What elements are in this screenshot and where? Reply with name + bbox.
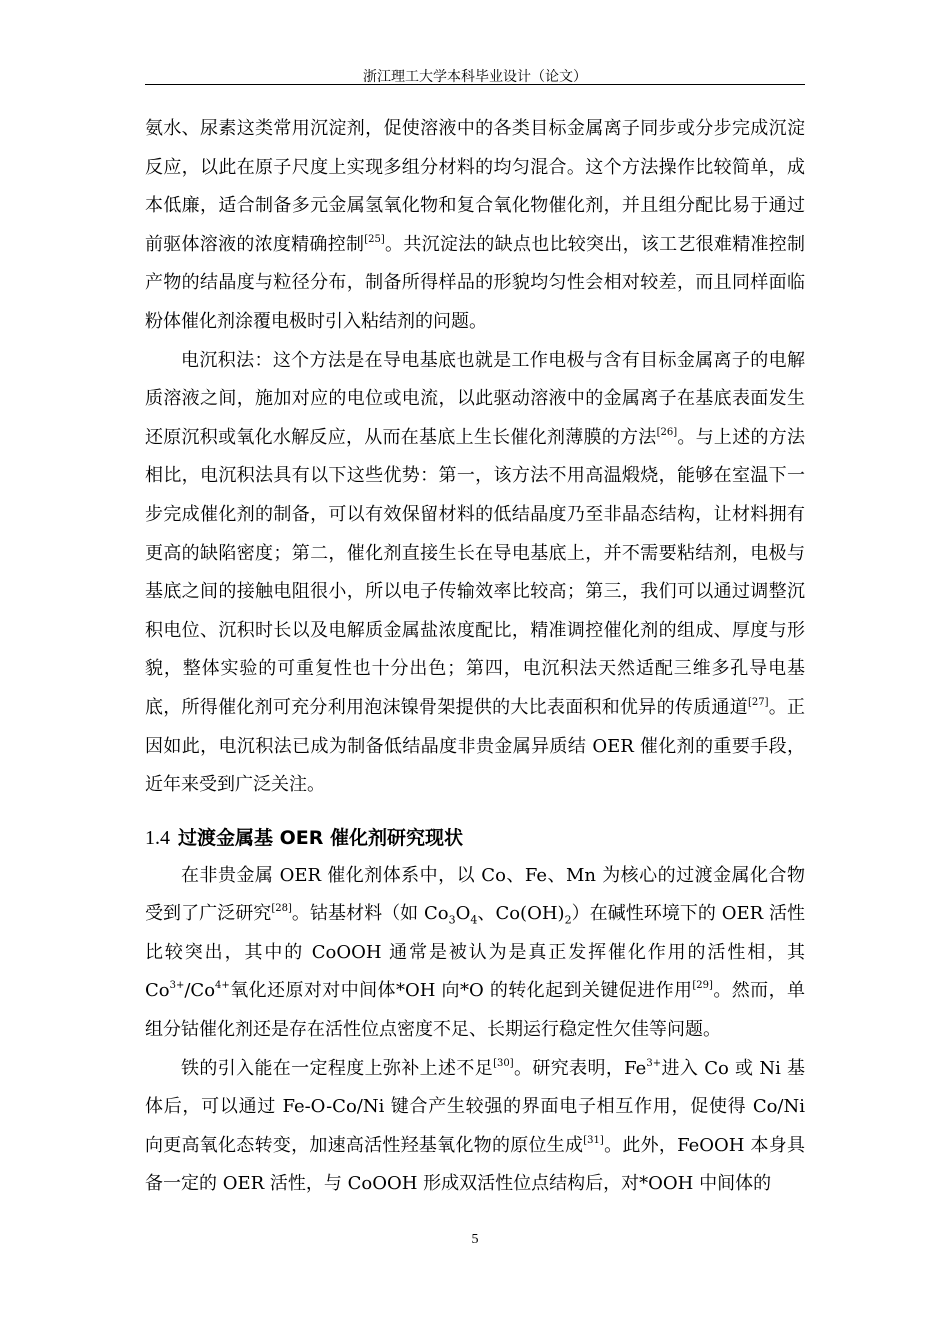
paragraph-text: 氨水、尿素这类常用沉淀剂，促使溶液中的各类目标金属离子同步或分步完成沉淀反应，以此在原子尺度上实现多组分材料的均匀混合。这个方法操作比较简单，成本低廉，适合制备多元金属氢氧化物和复合氧化物催化剂，并且组分配比易于通过前驱体溶液的浓度精确控制 — [145, 118, 805, 255]
paragraph-text: 。正因如此，电沉积法已成为制备低结晶度非贵金属异质结 OER 催化剂的重要手段，近年来受到广泛关注。 — [145, 696, 806, 796]
section-number: 1.4 — [145, 826, 170, 849]
paragraph-text: 电沉积法：这个方法是在导电基底也就是工作电极与含有目标金属离子的电解质溶液之间，施加对应的电位或电流，以此驱动溶液中的金属离子在基底表面发生还原沉积或氧化水解反应，从而在基底上生长催化剂薄膜的方法 — [145, 349, 805, 448]
paragraph-text: 。然而，单组分钴催化剂还是存在活性位点密度不足、长期运行稳定性欠佳等问题。 — [145, 980, 806, 1041]
paragraph-text: 氧化还原对对中间体*OH 向*O 的转化起到关键促进作用 — [229, 980, 693, 1002]
paragraph-electrodeposition — [145, 342, 805, 805]
citation: [26] — [656, 426, 678, 438]
paragraph-iron — [145, 1050, 805, 1204]
paragraph-text: 。此外，FeOOH 本身具备一定的 OER 活性，与 CoOOH 形成双活性位点结构后，对*OOH 中间体的 — [145, 1134, 805, 1195]
citation: [27] — [747, 696, 769, 708]
superscript: 3+ — [646, 1057, 662, 1069]
paragraph-cobalt — [145, 857, 805, 1050]
subscript: 3 — [448, 913, 456, 927]
subscript: 4 — [470, 913, 478, 927]
citation: [31] — [583, 1134, 604, 1146]
paragraph-text: 、Co(OH) — [477, 903, 565, 925]
paragraph-text: /Co — [184, 980, 216, 1002]
page-number: 5 — [471, 1232, 479, 1247]
citation: [25] — [364, 233, 385, 245]
citation: [28] — [271, 903, 292, 915]
paragraph-text: 在非贵金属 OER 催化剂体系中，以 Co、Fe、Mn 为核心的过渡金属化合物受到了广泛研究 — [145, 864, 805, 925]
paragraph-text: O — [455, 903, 471, 925]
superscript: 3+ — [169, 980, 185, 992]
citation: [30] — [493, 1057, 514, 1069]
section-title: 过渡金属基 OER 催化剂研究现状 — [178, 826, 463, 849]
paragraph-coprecipitation — [145, 110, 805, 342]
body-text — [145, 110, 805, 1204]
paragraph-text: 。钴基材料（如 Co — [291, 903, 449, 925]
paragraph-text: 铁的引入能在一定程度上弥补上述不足 — [181, 1057, 494, 1079]
citation: [29] — [692, 980, 713, 992]
paragraph-text: 。研究表明，Fe — [513, 1057, 647, 1079]
header-divider — [145, 84, 805, 85]
paragraph-text: 。共沉淀法的缺点也比较突出，该工艺很难精准控制产物的结晶度与粒径分布，制备所得样品的形貌均匀性会相对较差，而且同样面临粉体催化剂涂覆电极时引入粘结剂的问题。 — [145, 233, 806, 332]
superscript: 4+ — [215, 980, 230, 992]
paragraph-text: ）在碱性环境下的 OER 活性比较突出，其中的 CoOOH 通常是被认为是真正发挥催化作用的活性相，其 Co — [145, 903, 805, 1002]
paragraph-text: 。与上述的方法相比，电沉积法具有以下这些优势：第一，该方法不用高温煅烧，能够在室温下一步完成催化剂的制备，可以有效保留材料的低结晶度乃至非晶态结构，让材料拥有更高的缺陷密度；第二，催化剂直接生长在导电基底上，并不需要粘结剂，电极与基底之间的接触电阻很小，所以电子传输效率比较高；第三，我们可以通过调整沉积电位、沉积时长以及电解质金属盐浓度配比，精准调控催化剂的组成、厚度与形貌，整体实验的可重复性也十分出色；第四，电沉积法天然适配三维多孔导电基底，所得催化剂可充分利用泡沫镍骨架提供的大比表面积和优异的传质通道 — [145, 426, 806, 718]
subscript: 2 — [564, 913, 572, 927]
section-heading — [145, 823, 805, 853]
running-header: 浙江理工大学本科毕业设计（论文） — [363, 69, 587, 85]
paragraph-text: 进入 Co 或 Ni 基体后，可以通过 Fe-O-Co/Ni 键合产生较强的界面电子相互作用，促使得 Co/Ni 向更高氧化态转变，加速高活性羟基氧化物的原位生成 — [145, 1057, 805, 1156]
